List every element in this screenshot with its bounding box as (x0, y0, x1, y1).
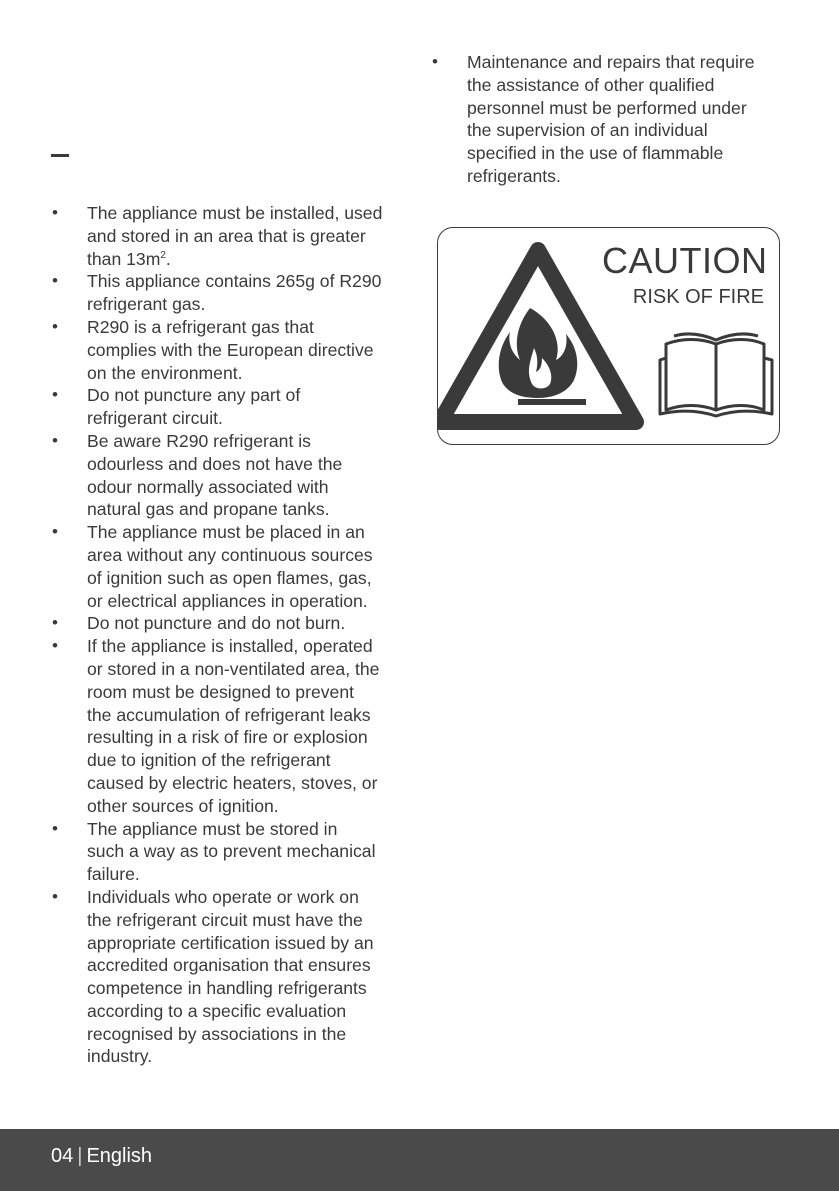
list-item: • The appliance must be installed, used and stored in an area that is greater than $13m^2$. (51, 202, 423, 270)
list-item: • Individuals who operate or work on the refrigerant circuit must have the appropriate certification issued by an accredited organisation that ensures competence in handling refrigerants according to a specific evaluation recognised by associations in the industry. (51, 886, 423, 1068)
page-footer (0, 1129, 839, 1191)
list-item: • This appliance contains 265g of R290 refrigerant gas. (51, 270, 423, 316)
list-item: • The appliance must be placed in an area without any continuous sources of ignition such as open flames, gas, or electrical appliances in operation. (51, 521, 423, 612)
list-item: • If the appliance is installed, operated or stored in a non-ventilated area, the room must be designed to prevent the accumulation of refrigerant leaks resulting in a risk of fire or explosion due to ignition of the refrigerant caused by electric heaters, stoves, or other sources of ignition. (51, 635, 423, 817)
caution-label (437, 227, 780, 445)
list-item: • The appliance must be stored in such a way as to prevent mechanical failure. (51, 818, 423, 886)
footer-text (51, 1144, 152, 1168)
list-item: • Do not puncture any part of refrigerant circuit. (51, 384, 423, 430)
list-item: • R290 is a refrigerant gas that complies with the European directive on the environment. (51, 316, 423, 384)
list-item: • Be aware R290 refrigerant is odourless and does not have the odour normally associated with natural gas and propane tanks. (51, 430, 423, 521)
caution-subtitle: RISK OF FIRE (632, 286, 764, 308)
footer-separator: | (77, 1145, 83, 1167)
open-manual-icon (660, 334, 772, 416)
page-number: 04 (51, 1145, 74, 1167)
list-item: • Maintenance and repairs that require the assistance of other qualified personnel must be performed under the supervision of an individual specified in the use of flammable refrigerants. (431, 51, 811, 188)
left-bullet-list (51, 202, 423, 1068)
footer-language: English (86, 1145, 153, 1167)
list-item: • Do not puncture and do not burn. (51, 612, 423, 635)
section-dash (51, 154, 69, 157)
right-bullet-list (431, 51, 811, 188)
caution-title: CAUTION (602, 240, 768, 281)
